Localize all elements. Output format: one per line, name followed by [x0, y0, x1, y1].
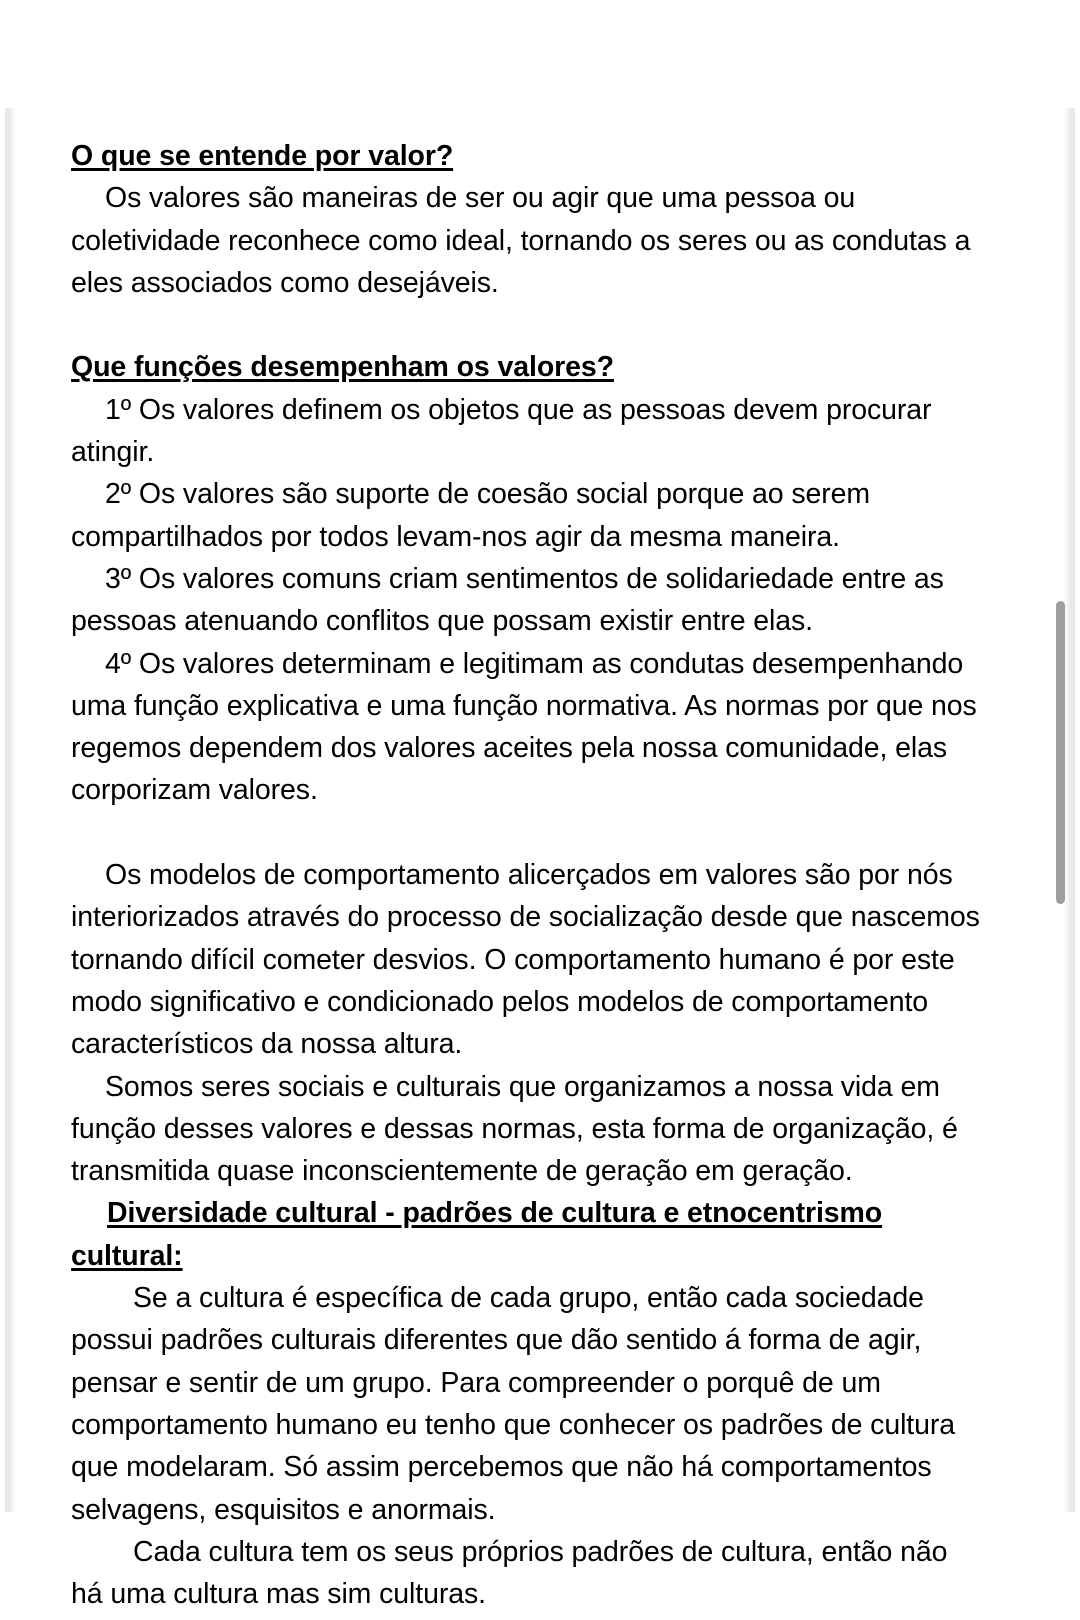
document-body: [71, 135, 981, 1615]
vertical-scrollbar-thumb[interactable]: [1056, 601, 1065, 904]
paragraph-padroes-culturais: Se a cultura é específica de cada grupo, então cada sociedade possui padrões culturais diferentes que dão sentido á forma de agir, pensar e sentir de um grupo. Para compreender o porquê de um comportamento humano eu tenho que conhecer os padrões de cultura que modelaram. Só assim percebemos que não há comportamentos selvagens, esquisitos e anormais.: [71, 1282, 956, 1526]
paragraph-spacer: [71, 304, 981, 346]
paragraph-spacer: [71, 812, 981, 854]
vertical-scrollbar-track[interactable]: [1060, 108, 1074, 1512]
document-page: [5, 108, 1075, 1611]
list-item-funcao-3: 3º Os valores comuns criam sentimentos de solidariedade entre as pessoas atenuando conflitos que possam existir entre elas.: [71, 562, 944, 638]
section-heading-diversidade-cultural: Diversidade cultural - padrões de cultura e etnocentrismo cultural:: [71, 1197, 883, 1272]
list-item-funcao-2: 2º Os valores são suporte de coesão social porque ao serem compartilhados por todos levam-nos agir da mesma maneira.: [71, 478, 871, 553]
section-heading-valor: O que se entende por valor?: [71, 140, 454, 172]
paragraph-modelos-comportamento: Os modelos de comportamento alicerçados em valores são por nós interiorizados através do processo de socialização desde que nascemos tornando difícil cometer desvios. O comportamento humano é por este modo significativo e condicionado pelos modelos de comportamento característicos da nossa altura.: [71, 859, 980, 1061]
list-item-funcao-1: 1º Os valores definem os objetos que as pessoas devem procurar atingir.: [71, 393, 932, 469]
section-heading-funcoes: Que funções desempenham os valores?: [71, 351, 614, 384]
paragraph-seres-sociais: Somos seres sociais e culturais que organizamos a nossa vida em função desses valores e dessas normas, esta forma de organização, é transmitida quase inconscientemente de geração em geração.: [71, 1070, 958, 1188]
paragraph-cada-cultura: Cada cultura tem os seus próprios padrões de cultura, então não há uma cultura mas sim culturas.: [71, 1535, 948, 1611]
paragraph-definicao-valor: Os valores são maneiras de ser ou agir que uma pessoa ou coletividade reconhece como ideal, tornando os seres ou as condutas a eles associados como desejáveis.: [71, 182, 971, 299]
list-item-funcao-4: 4º Os valores determinam e legitimam as condutas desempenhando uma função explicativa e uma função normativa. As normas por que nos regemos dependem dos valores aceites pela nossa comunidade, elas corporizam valores.: [71, 647, 977, 807]
